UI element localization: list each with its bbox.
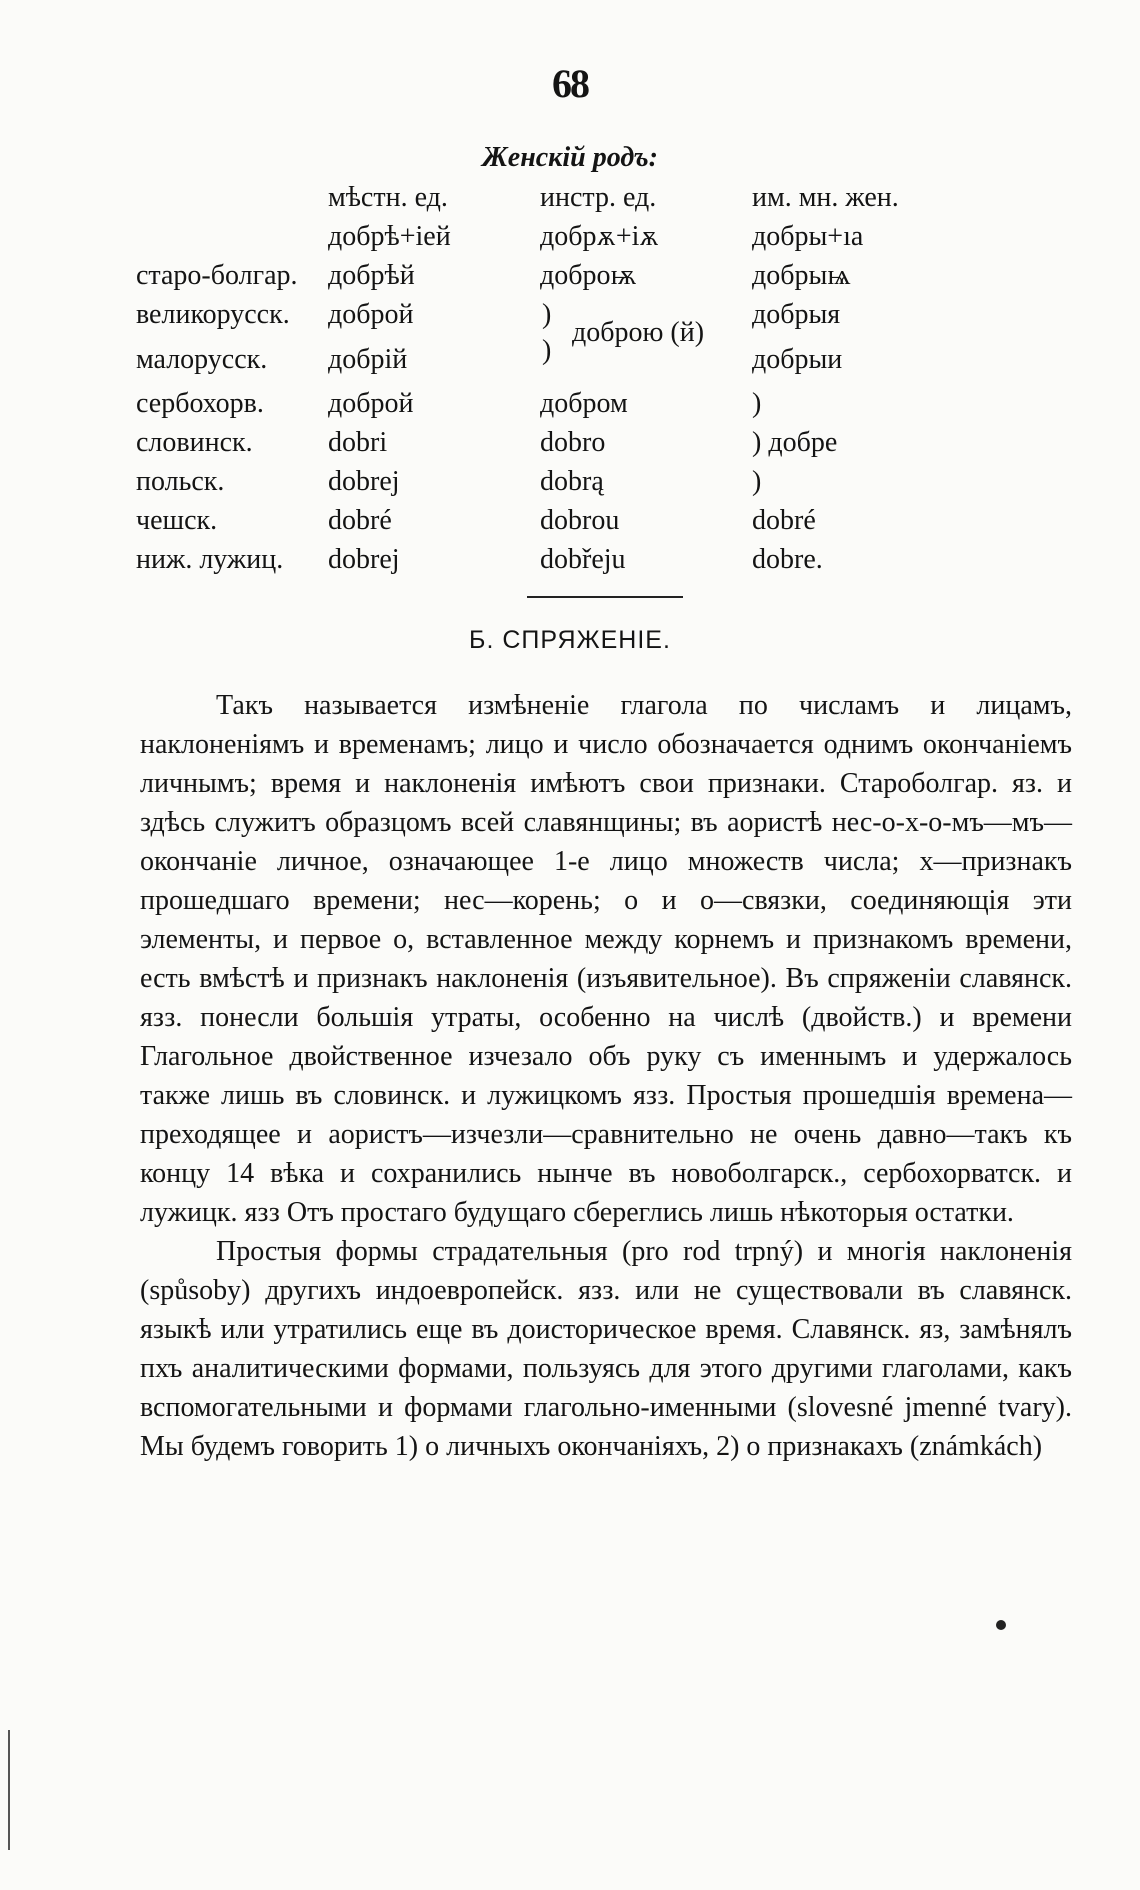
- ins-cell: добром: [540, 388, 628, 419]
- ins-cell: доброѭ: [540, 260, 637, 291]
- header-cell-lang: [136, 178, 328, 217]
- ins-merged-label: доброю (й): [572, 317, 705, 348]
- loc-cell: dobrej: [328, 466, 400, 497]
- lang-cell: старо-болгар.: [136, 260, 298, 291]
- loc-cell: dobri: [328, 427, 388, 458]
- paragraph: Такъ называется измѣненіе глагола по числамъ и лицамъ, наклоненіямъ и временамъ; лицо и число обозначается однимъ окончаніемъ личнымъ; время и наклоненія имѣютъ свои признаки. Староболгар. яз. и здѣсь служитъ образцомъ всей славянщины; въ аористѣ нес-о-х-о-мъ—мъ—окончаніе личное, означающее 1-е лицо множеств числа; х—признакъ прошедшаго времени; нес—корень; о и о—связки, соединяющія эти элементы, и первое о, вставленное между корнемъ и признакомъ времени, есть вмѣстѣ и признакъ наклоненія (изъявительное). Въ спряженіи славянск. язз. понесли большія утраты, особенно на числѣ (двойств.) и времени Глагольное двойственное изчезало объ руку съ именнымъ и удержалось также лишь въ словинск. и лужицкомъ язз. Простыя прошедшія времена—преходящее и аористъ—изчезли—сравнительно не очень давно—такъ къ концу 14 вѣка и сохранились нынче въ новоболгарск., сербохорватск. и лужицк. язз Отъ простаго будущаго сбереглись лишь нѣкоторыя остатки.: [140, 690, 1072, 1228]
- nom-cell: добрыя: [752, 299, 841, 330]
- table-header-row: [136, 178, 982, 217]
- loc-cell: dobré: [328, 505, 392, 536]
- nom-cell: ): [752, 466, 762, 497]
- ins-cell: dobrou: [540, 505, 620, 536]
- lang-cell: ниж. лужиц.: [136, 544, 284, 575]
- ink-dot-mark: [996, 1620, 1006, 1630]
- lang-cell: словинск.: [136, 427, 253, 458]
- nom-cell: dobré: [752, 505, 816, 536]
- gender-heading: Женскій родъ:: [482, 142, 658, 173]
- lang-cell: сербохорв.: [136, 388, 264, 419]
- ins-bracket-top: ): [542, 299, 552, 330]
- table-row: [136, 540, 982, 579]
- loc-cell: добрѣй: [328, 260, 415, 291]
- table-row: [136, 295, 982, 340]
- ins-cell: dobrą: [540, 466, 604, 497]
- table-row: [136, 501, 982, 540]
- ins-bracket-bottom: ): [542, 335, 552, 366]
- table-row: [136, 423, 982, 462]
- ins-cell: dobro: [540, 427, 606, 458]
- loc-cell: добрій: [328, 343, 408, 375]
- header-cell-loc: мѣстн. ед.: [328, 182, 448, 213]
- nom-cell: добрыи: [752, 343, 843, 375]
- lang-cell: малорусск.: [136, 343, 268, 375]
- ins-cell: dobřeju: [540, 544, 626, 575]
- nom-cell: ): [752, 388, 762, 419]
- declension-table: [136, 178, 982, 579]
- form-cell-ins: добрѫ+іѫ: [540, 221, 659, 252]
- header-cell-nom: им. мн. жен.: [752, 182, 899, 213]
- nom-cell: dobre.: [752, 544, 823, 575]
- body-text: [140, 686, 1072, 1466]
- page-number: 68: [552, 61, 588, 106]
- section-divider: [527, 596, 683, 598]
- margin-line-mark: [8, 1730, 10, 1850]
- form-cell-nom: добры+ıа: [752, 221, 864, 252]
- form-cell-lang: [136, 217, 328, 256]
- form-cell-loc: добрѣ+іей: [328, 221, 451, 252]
- ins-merged-cell: [540, 295, 752, 384]
- table-row: [136, 384, 982, 423]
- paragraph: Простыя формы страдательныя (pro rod trpný) и многія наклоненія (spůsoby) другихъ индоевропейск. язз. или не существовали въ славянск. языкѣ или утратились еще въ доисторическое время. Славянск. яз, замѣнялъ пхъ аналитическими формами, пользуясь для этого другими глаголами, какъ вспомогательными и формами глагольно-именными (slovesné jmenné tvary). Мы будемъ говорить 1) о личныхъ окончаніяхъ, 2) о признакахъ (známkách): [140, 1236, 1072, 1462]
- table-row: [136, 256, 982, 295]
- loc-cell: доброй: [328, 299, 414, 330]
- section-title: Б. СПРЯЖЕНІЕ.: [469, 626, 671, 654]
- loc-cell: доброй: [328, 388, 414, 419]
- table-form-row: [136, 217, 982, 256]
- header-cell-ins: инстр. ед.: [540, 182, 657, 213]
- loc-cell: dobrej: [328, 544, 400, 575]
- nom-cell: ) добре: [752, 427, 838, 458]
- table-row: [136, 462, 982, 501]
- lang-cell: польск.: [136, 466, 225, 497]
- lang-cell: чешск.: [136, 505, 218, 536]
- lang-cell: великорусск.: [136, 299, 290, 330]
- nom-cell: добрыѩ: [752, 260, 851, 291]
